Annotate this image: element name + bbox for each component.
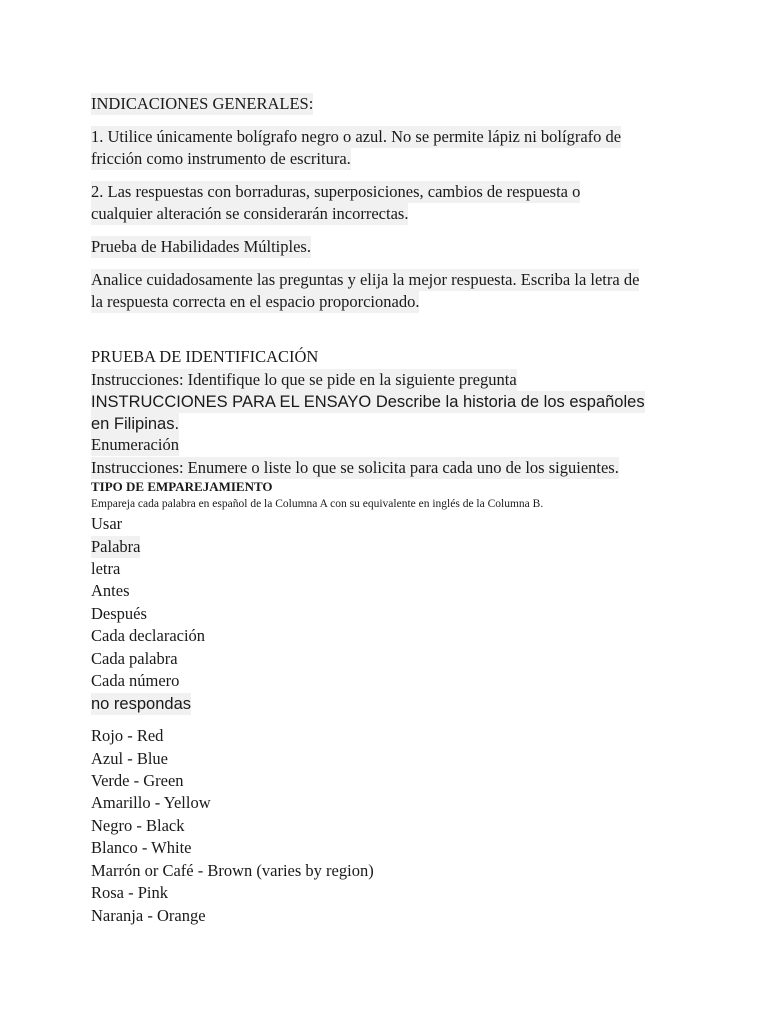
analyze-instruction-line-2: la respuesta correcta en el espacio proporcionado. [91,292,420,311]
color-pair: Verde - Green [91,771,184,790]
general-instructions-heading: INDICACIONES GENERALES: [91,94,314,113]
word-list-item: Palabra [91,537,141,556]
word-list-item: Antes [91,581,130,600]
color-pair: Naranja - Orange [91,906,206,925]
instruction-2-line-2: cualquier alteración se considerarán incorrectas. [91,204,409,223]
matching-type-heading: TIPO DE EMPAREJAMIENTO [91,479,273,494]
multiple-skills-title: Prueba de Habilidades Múltiples. [91,237,311,256]
word-list-item: Cada número [91,671,180,690]
word-list-item: Después [91,604,147,623]
no-answer-note: no respondas [91,695,191,713]
enumeration-instructions: Instrucciones: Enumere o liste lo que se solicita para cada uno de los siguientes. [91,458,619,477]
matching-instructions: Empareja cada palabra en español de la Columna A con su equivalente en inglés de la Columna B. [91,498,544,510]
instruction-1-line-1: 1. Utilice únicamente bolígrafo negro o azul. No se permite lápiz ni bolígrafo de [91,127,622,146]
instruction-2-line-1: 2. Las respuestas con borraduras, superposiciones, cambios de respuesta o [91,182,581,201]
color-pair: Azul - Blue [91,749,168,768]
word-list-item: Cada declaración [91,626,206,645]
word-list-item: Cada palabra [91,649,178,668]
essay-instructions-line-2: en Filipinas. [91,415,180,433]
color-pair: Rojo - Red [91,726,164,745]
color-pair: Blanco - White [91,838,192,857]
color-pair: Marrón or Café - Brown (varies by region) [91,861,374,880]
identification-instructions: Instrucciones: Identifique lo que se pide en la siguiente pregunta [91,370,517,389]
word-list-item: letra [91,559,121,578]
essay-instructions-line-1: INSTRUCCIONES PARA EL ENSAYO Describe la historia de los españoles [91,393,645,411]
instruction-1-line-2: fricción como instrumento de escritura. [91,149,351,168]
color-pair: Rosa - Pink [91,883,169,902]
enumeration-heading: Enumeración [91,435,179,454]
color-pair: Amarillo - Yellow [91,793,211,812]
color-pair: Negro - Black [91,816,185,835]
identification-heading: PRUEBA DE IDENTIFICACIÓN [91,347,319,366]
word-list-item: Usar [91,514,123,533]
analyze-instruction-line-1: Analice cuidadosamente las preguntas y elija la mejor respuesta. Escriba la letra de [91,270,640,289]
